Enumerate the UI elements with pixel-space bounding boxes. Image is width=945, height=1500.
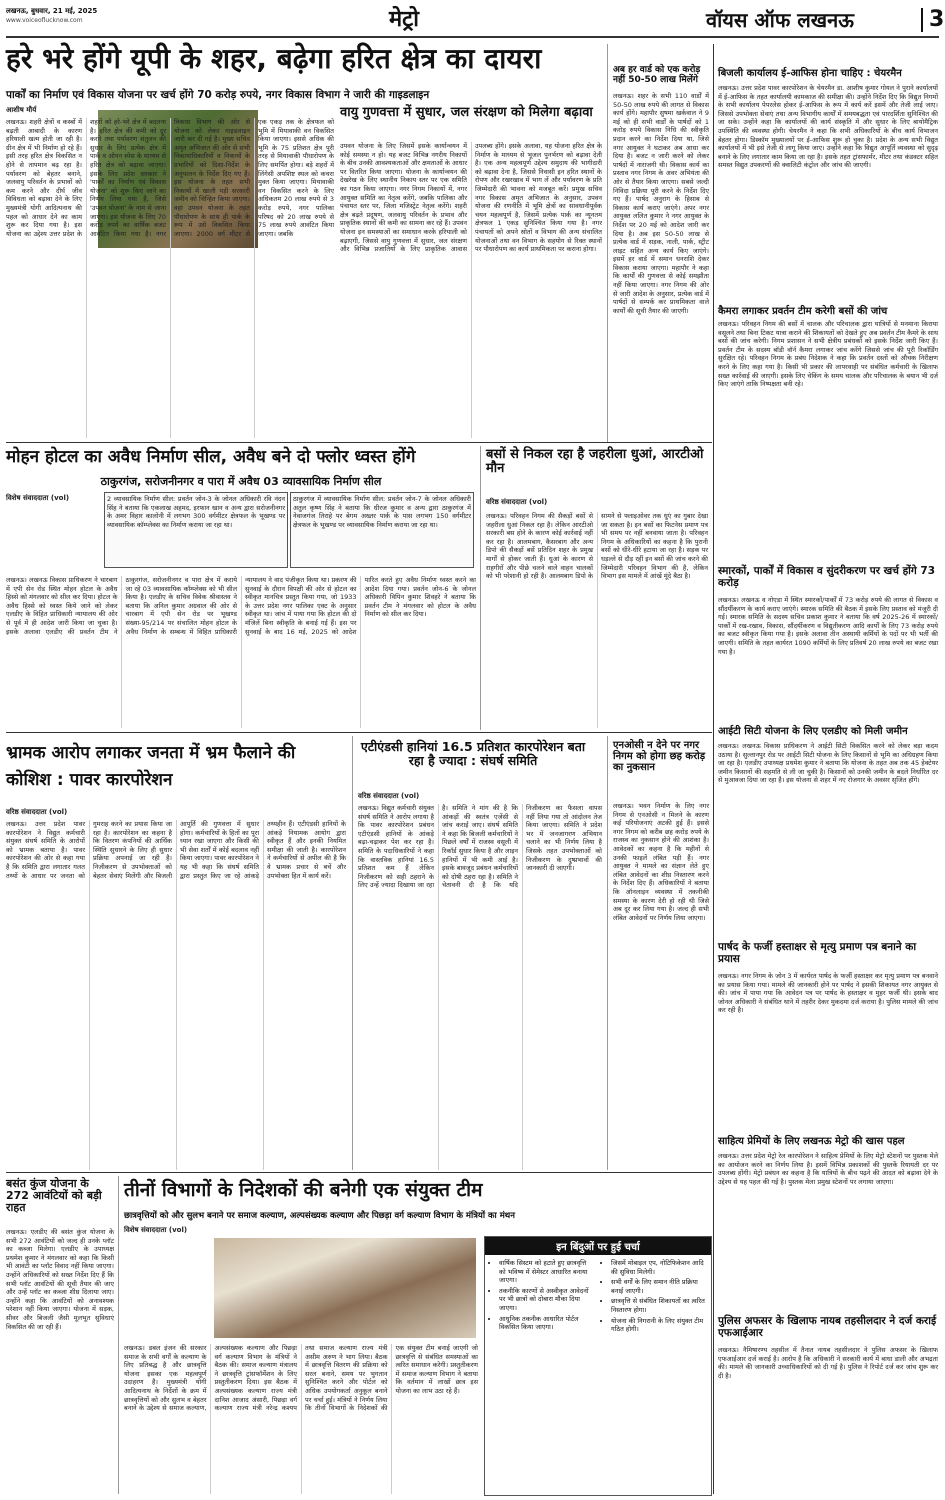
masthead-rule	[6, 36, 939, 38]
list-item: • जिसमें मोबाइल एप, नोटिफिकेशन आदि की सुविधा मिलेगी।	[611, 1259, 707, 1276]
list-item: • वार्षिक सिस्टम को हटाते हुए छात्रवृत्ति को भविष्य में सेमेस्टर आधारित बनाया जाएगा।	[499, 1259, 595, 1285]
mohan-box-2: ठाकुरगंज में व्यावसायिक निर्माण सील: प्रवर्तन जोन-7 के जोनल अधिकारी अतुल कृष्ण सिंह ने बताया कि धीरज कुमार व अन्य द्वारा ठाकुरगंज में नेवाजगंज तिराहे पर बेगम अख्तर पार्क के पास लगभग 150 वर्गमीटर क्षेत्रफल के भूखण्ड पर व्यावसायिक निर्माण कराया जा रहा था।	[290, 492, 474, 568]
teen-byline: विशेष संवाददाता (vol)	[124, 1226, 188, 1234]
ward-headline: अब हर वार्ड को एक करोड़ नहीं 50-50 लाख मिलेंगे	[613, 65, 701, 85]
lead-headline: हरे भरे होंगे यूपी के शहर, बढ़ेगा हरित क्षेत्र का दायरा	[6, 42, 542, 75]
ward-body: लखनऊ। शहर के सभी 110 वार्डों में 50-50 लाख रुपये की लागत से विकास कार्य होंगे। महापौर सुषमा खर्कवाल ने 9 मई को ही सभी वार्डों के पार्षदों को 1 करोड़ रुपये विकास निधि की स्वीकृति प्रदान करने का निर्देश दिया था, जिसे नगर आयुक्त ने घटाकर अब आधा कर दिया है। बजट न जारी करने को लेकर पार्षदों में नाराजगी थी। विकास कार्य का प्रस्ताव नगर निगम के अवर अभियंता की ओर से तैयार किया जाएगा। सबसे जल्दी निविदा प्रक्रिया पूरी करने के निर्देश दिए गए हैं। पार्षद अनुराग के हिसाब से विकास कार्य कराए जाएंगे। अपर नगर आयुक्त ललित कुमार ने नगर आयुक्त के निर्देश पर 20 मई को आदेश जारी कर दिया है। अब इस 50-50 लाख से प्रत्येक वार्ड में सड़क, नाली, पार्क, स्ट्रीट लाइट सहित अन्य कार्य किए जाएंगे। इसमें हर वार्ड में समान धनराशि देकर विकास कराया जाएगा। महापौर ने कहा कि कार्यों की गुणवत्ता से कोई समझौता नहीं किया जाएगा। नगर निगम की ओर से जारी आदेश के अनुसार, प्रत्येक वार्ड में पार्षदों से सम्पर्क कर प्राथमिकता वाले कार्यों की सूची तैयार की जाएगी।	[613, 92, 709, 315]
section-title: मेट्रो	[389, 7, 419, 32]
right4-headline: आईटी सिटी योजना के लिए एलडीए को मिली जमीन	[718, 726, 908, 737]
list-item: • तकनीकि कारणों से अस्वीकृत आवेदनों पर भी छात्रों को दोबारा मौका दिया जाएगा।	[499, 1287, 595, 1313]
atc-body: लखनऊ। विद्युत कर्मचारी संयुक्त संघर्ष समिति ने आरोप लगाया है कि पावर कारपोरेशन प्रबंधन एटीएंडसी हानियों के आंकड़े बढ़ा-चढ़ाकर पेश कर रहा है। समिति के पदाधिकारियों ने कहा कि वास्तविक हानियां 16.5 प्रतिशत कम हैं लेकिन निजीकरण को सही ठहराने के लिए उन्हें ज्यादा दिखाया जा रहा है। समिति ने मांग की है कि आंकड़ों की स्वतंत्र एजेंसी से जांच कराई जाए। संघर्ष समिति ने कहा कि बिजली कर्मचारियों ने पिछले वर्षों में राजस्व वसूली में रिकॉर्ड सुधार किया है और लाइन हानियों में भी कमी आई है। इसके बावजूद प्रबंधन कर्मचारियों को दोषी ठहरा रहा है। समिति ने चेतावनी दी है कि यदि निजीकरण का फैसला वापस नहीं लिया गया तो आंदोलन तेज किया जाएगा। समिति ने प्रदेश भर में जनजागरण अभियान चलाने का भी निर्णय लिया है जिसके तहत उपभोक्ताओं को निजीकरण के दुष्प्रभावों की जानकारी दी जाएगी।	[358, 804, 602, 890]
atc-byline: वरिष्ठ संवाददाता (vol)	[358, 792, 420, 800]
bus-byline: वरिष्ठ संवाददाता (vol)	[486, 498, 548, 506]
atc-headline: एटीएंडसी हानियां 16.5 प्रतिशत कारपोरेशन बता रहा है ज्यादा : संघर्ष समिति	[360, 739, 586, 768]
right3-body: लखनऊ। लखनऊ व नोएडा में स्थित स्मारकों/पार्कों में 73 करोड़ रुपये की लागत से विकास व सौंदर्यीकरण के कार्य कराए जाएंगे। स्मारक समिति की बैठक में इसके लिए प्रस्ताव को मंजूरी दी गई। स्मारक समिति के सदस्य सचिव प्रकाश कुमार ने बताया कि वर्ष 2025-26 में स्मारकों/पार्कों में रख-रखाव, विकास, सौंदर्यीकरण व विद्युतीकरण आदि कार्यों के लिए 73 करोड़ रुपये का बजट स्वीकृत किया गया है। इसके अलावा तीन अस्थायी कर्मियों के पदों पर भी भर्ती की जाएगी। समिति के तहत कार्यरत 1090 कर्मियों के लिए प्रतिवर्ष 20 लाख रुपये का बजट रखा गया है।	[718, 596, 938, 656]
noc-body: लखनऊ। भवन निर्माण के लिए नगर निगम से एनओसी न मिलने के कारण कई परियोजनाएं अटकी हुई हैं। इससे नगर निगम को करीब छह करोड़ रुपये के राजस्व का नुकसान होने की आशंका है। आवेदकों का कहना है कि महीनों से उनकी फाइलें लंबित पड़ी हैं। नगर आयुक्त ने मामले का संज्ञान लेते हुए लंबित आवेदनों का शीघ्र निस्तारण करने के निर्देश दिए हैं। अधिकारियों ने बताया कि ऑनलाइन व्यवस्था में तकनीकी समस्या के कारण देरी हो रही थी जिसे अब दूर कर लिया गया है। जल्द ही सभी लंबित आवेदनों पर निर्णय लिया जाएगा।	[613, 802, 709, 922]
section-rule	[6, 1172, 712, 1173]
divider	[352, 736, 353, 1170]
right6-body: लखनऊ। उत्तर प्रदेश मेट्रो रेल कारपोरेशन ने साहित्य प्रेमियों के लिए मेट्रो स्टेशनों पर पुस्तक मेले का आयोजन करने का निर्णय लिया है। इसमें विभिन्न प्रकाशकों की पुस्तकें रियायती दर पर उपलब्ध होंगी। मेट्रो प्रबंधन का कहना है कि यात्रियों के बीच पढ़ने की आदत को बढ़ावा देने के उद्देश्य से यह पहल की गई है। पुस्तक मेला प्रमुख स्टेशनों पर लगाया जाएगा।	[718, 1152, 938, 1186]
mohan-body: लखनऊ। लखनऊ विकास प्राधिकरण ने चारबाग में एपी सेन रोड स्थित मोहन होटल के अवैध हिस्से को मंगलवार को सील कर दिया। होटल के अवैध हिस्से को ध्वस्त किये जाने को लेकर एलडीए के विहित प्राधिकारी न्यायालय की ओर से पूर्व में ही आदेश जारी किया जा चुका है। इसके अलावा एलडीए की प्रवर्तन टीम ने ठाकुरगंज, सरोजनीनगर व पारा क्षेत्र में कराये जा रहे 03 व्यावसायिक कॉम्प्लेक्स को भी सील किया है। एलडीए के सचिव विवेक श्रीवास्तव ने बताया कि अनिल कुमार अग्रवाल की ओर से चारबाग में एपी सेन रोड पर भूखण्ड संख्या-95/214 पर संचालित मोहन होटल के अवैध निर्माण के सम्बन्ध में विहित प्राधिकारी न्यायालय ने वाद पंजीकृत किया था। प्रकरण की सुनवाई के दौरान विपक्षी की ओर से होटल का स्वीकृत मानचित्र प्रस्तुत किया गया, जो 1933 के उत्तर प्रदेश नगर पालिका एक्ट के अनुसार स्वीकृत था। जांच में पाया गया कि होटल की दो मंजिलें बिना स्वीकृति के बनाई गई हैं। इस पर सुनवाई के बाद 16 मई, 2025 को आदेश पारित करते हुए अवैध निर्माण ध्वस्त करने का आदेश दिया गया। प्रवर्तन जोन-6 के जोनल अधिकारी विपिन कुमार शिवहरे ने बताया कि प्रवर्तन टीम ने मंगलवार को होटल के अवैध निर्माण को सील कर दिया।	[6, 576, 476, 636]
basant-body: लखनऊ। एलडीए की बसंत कुंज योजना के सभी 272 आवंटियों को जल्द ही उनके प्लॉट का कब्जा मिलेगा। एलडीए के उपाध्यक्ष प्रथमेश कुमार ने मंगलवार को कहा कि किसी भी आवंटी का प्लॉट विवाद नहीं किया जाएगा। उन्होंने अधिकारियों को सख्त निर्देश दिए हैं कि सभी प्लॉट आवंटियों की सूची तैयार की जाए और उन्हें प्लॉट का कब्जा शीघ्र दिलाया जाए। उन्होंने कहा कि आवंटियों को अनावश्यक परेशान नहीं किया जाएगा। योजना में सड़क, सीवर और बिजली जैसी मूलभूत सुविधाएं विकसित की जा रही हैं।	[6, 1228, 114, 1331]
power-body: लखनऊ। उत्तर प्रदेश पावर कारपोरेशन ने विद्युत कर्मचारी संयुक्त संघर्ष समिति के आरोपों को भ्रामक बताया है। पावर कारपोरेशन की ओर से कहा गया है कि समिति द्वारा लगातार गलत तथ्यों के आधार पर जनता को गुमराह करने का प्रयास किया जा रहा है। कारपोरेशन का कहना है कि वितरण कंपनियों की आर्थिक स्थिति सुधारने के लिए ही सुधार प्रक्रिया अपनाई जा रही है। निजीकरण से उपभोक्ताओं को बेहतर सेवाएं मिलेंगी और बिजली आपूर्ति की गुणवत्ता में सुधार होगा। कर्मचारियों के हितों का पूरा ध्यान रखा जाएगा और किसी की भी सेवा शर्तों में कोई बदलाव नहीं किया जाएगा। पावर कारपोरेशन ने यह भी कहा कि संघर्ष समिति द्वारा प्रस्तुत किए जा रहे आंकड़े तथ्यहीन हैं। एटीएंडसी हानियों के आंकड़े नियामक आयोग द्वारा स्वीकृत हैं और इनकी नियमित समीक्षा की जाती है। कारपोरेशन ने कर्मचारियों से अपील की है कि वे भ्रामक प्रचार से बचें और उपभोक्ता हित में कार्य करें।	[6, 820, 346, 880]
points-title: इन बिंदुओं पर हुई चर्चा	[485, 1237, 711, 1255]
list-item: • सभी वर्गों के लिए समान नीति प्रक्रिया बनाई जाएगी।	[611, 1278, 707, 1295]
masthead-url: www.voiceoflucknow.com	[6, 17, 83, 24]
bus-body: लखनऊ। परिवहन निगम की सैकड़ों बसों से जहरीला धुआं निकल रहा है। लेकिन आरटीओ सरकारी बस होने के कारण कोई कार्रवाई नहीं कर रहा है। आलमबाग, कैसरबाग और अन्य डिपो की सैकड़ों बसें प्रतिदिन शहर के प्रमुख मार्गों से होकर जाती हैं। धुआं के कारण से राहगीरों और पीछे चलने वाले वाहन चालकों को भी परेशानी हो रही है। आलमबाग डिपो के सामने से फ्लाइओवर तक धुएं का गुबार देखा जा सकता है। इन बसों का फिटनेस प्रमाण पत्र भी समय पर नहीं बनवाया जाता है। परिवहन निगम के अधिकारियों का कहना है कि पुरानी बसों को धीरे-धीरे हटाया जा रहा है। सड़क पर धड़ल्ले से दौड़ रहीं इन बसों की जांच करने की जिम्मेदारी परिवहन विभाग की है, लेकिन विभाग इस मामले में आंखें मूंदे बैठा है।	[486, 512, 708, 581]
mohan-box-1: 2 व्यावसायिक निर्माण सील: प्रवर्तन जोन-3 के जोनल अधिकारी रवि नंदन सिंह ने बताया कि एकलाख अहमद, इरफान खान व अन्य द्वारा सरोजनीनगर के अमर विहार कालोनी में लगभग 300 वर्गमीटर क्षेत्रफल के भूखण्ड पर व्यावसायिक कॉम्प्लेक्स का निर्माण कराया जा रहा था।	[104, 492, 288, 568]
section-rule	[6, 442, 712, 443]
list-item: • छात्रवृत्ति से संबंधित शिकायतों का त्वरित निस्तारण होगा।	[611, 1297, 707, 1314]
right7-headline: पुलिस अफसर के खिलाफ नायब तहसीलदार ने दर्ज कराई एफआईआर	[718, 1315, 937, 1339]
masthead-date: लखनऊ, बुधवार, 21 मई, 2025	[6, 7, 98, 15]
divider	[607, 44, 608, 442]
lead-body: लखनऊ। शहरी क्षेत्रों व कस्बों में बढ़ती आबादी के कारण हरियाली खत्म होती जा रही है। ग्रीन क्षेत्र में भी निर्माण हो रहे हैं। इसी तरह हरित क्षेत्र विकसित न होने से तापमान बढ़ रहा है। पर्यावरण को बेहतर बनाने, जलवायु परिवर्तन के प्रभावों को कम करने और दीर्घ जीव विविधता को बढ़ावा देने के लिए मुख्यमंत्री योगी आदित्यनाथ की पहल को आधार देने का काम शुरू कर दिया गया है। इस योजना का उद्देश्य उत्तर प्रदेश के शहरों को हरे-भरे क्षेत्र में बदलना है। हरित क्षेत्र की कमी को दूर करने तथा पर्यावरण संतुलन की सुधार के लिए प्रत्येक क्षेत्र में पार्क व ओपन स्पेस के माध्यम से हरित क्षेत्र को बढ़ावा जाएगा। इसके लिए प्रदेश सरकार ने 'पार्कों का निर्माण एवं विकास योजना' को शुरू किए जाने का निर्णय लिया गया है, जिसे 'उपवन योजना' के नाम से जाना जाएगा। इस योजना के लिए 70 करोड़ रुपये का वार्षिक बजट आवंटित किया गया है। नगर विकास विभाग की ओर से योजना को लेकर गाइडलाइन जारी कर दी गई है। मुख्य सचिव अमृत अभिजात की ओर से सभी निकायाधिकारियों व निकायों के प्रभारियों को दिशा-निर्देश के अनुपालन के निर्देश दिए गए हैं। इस योजना के तहत सभी निकायों में खाली पड़ी सरकारी जमीन को चिन्हित किया जाएगा। वहां उपवन योजना के तहत पौधारोपण के साथ ही पार्क के रूप में उसे विकसित किया जाएगा। 2000 वर्ग मीटर से एक एकड़ तक के क्षेत्रफल को भूमि में मियावाकी वन विकसित किया जाएगा। इससे अधिक की भूमि के 75 प्रतिशत क्षेत्र पूरी तरह से मियावाकी पौधारोपण के लिए समर्पित होगा। बड़े शहरों में लिंगेसी अपशिष्ट स्थल को कचरा मुक्त किया जाएगा। मियावाकी वन विकसित करने के लिए अधिकतम 20 लाख रुपये से 3 करोड़ रुपये, नगर पालिका परिषद को 20 लाख रुपये से 75 लाख रुपये आवंटित किया जाएगा। जबकि	[6, 118, 334, 238]
right5-body: लखनऊ। नगर निगम के जोन 3 में कार्यरत पार्षद के फर्जी हस्ताक्षर कर मृत्यु प्रमाण पत्र बनवाने का प्रयास किया गया। मामले की जानकारी होने पर पार्षद ने इसकी शिकायत नगर आयुक्त से की। जांच में पाया गया कि आवेदन पत्र पर पार्षद के हस्ताक्षर व मुहर फर्जी थी। इसके बाद जोनल अधिकारी ने संबंधित थाने में तहरीर देकर मुकदमा दर्ज कराया है। पुलिस मामले की जांच कर रही है।	[718, 972, 938, 1015]
right5-headline: पार्षद के फर्जी हस्ताक्षर से मृत्यु प्रमाण पत्र बनाने का प्रयास	[718, 941, 917, 965]
mohan-subhead: ठाकुरगंज, सरोजनीनगर व पारा में अवैध 03 व्यावसायिक निर्माण सील	[100, 475, 382, 488]
basant-headline: बसंत कुंज योजना के 272 आवंटियों को बड़ी राहत	[6, 1177, 102, 1215]
teen-body: लखनऊ। डबल इंजन की सरकार समाज के सभी वर्गों के कल्याण के लिए प्रतिबद्ध है और छात्रवृत्ति योजना इसका एक महत्वपूर्ण उदाहरण है। मुख्यमंत्री योगी आदित्यनाथ के निर्देशों के क्रम में छात्रवृत्तियों को और सुलभ व बेहतर बनाने के उद्देश्य से समाज कल्याण, अल्पसंख्यक कल्याण और पिछड़ा वर्ग कल्याण विभाग के मंत्रियों ने बैठक की। समाज कल्याण मंत्रालय ने छात्रवृत्ति ट्रांसफॉर्मेशन के लिए प्रस्तुतीकरण दिया। इस बैठक में अल्पसंख्यक कल्याण राज्य मंत्री दानिश आजाद अंसारी, पिछड़ा वर्ग कल्याण राज्य मंत्री नरेन्द्र कश्यप तथा समाज कल्याण राज्य मंत्री असीम अरुण ने भाग लिया। बैठक में छात्रवृत्ति वितरण की प्रक्रिया को सरल बनाने, समय पर भुगतान सुनिश्चित करने और पोर्टल को अधिक उपयोगकर्ता अनुकूल बनाने पर चर्चा हुई। मंत्रियों ने निर्णय लिया कि तीनों विभागों के निदेशकों की एक संयुक्त टीम बनाई जाएगी जो छात्रवृत्ति से संबंधित समस्याओं का त्वरित समाधान करेगी। प्रस्तुतीकरण में समाज कल्याण विभाग ने बताया कि वर्तमान में लाखों छात्र इस योजना का लाभ उठा रहे हैं।	[124, 1344, 478, 1413]
mohan-headline: मोहन होटल का अवैध निर्माण सील, अवैध बने दो फ्लोर ध्वस्त होंगे	[6, 447, 416, 467]
lead-subhead: पार्कों का निर्माण एवं विकास योजना पर खर्च होंगे 70 करोड़ रुपये, नगर विकास विभाग ने जारी की गाइडलाइन	[6, 89, 430, 101]
air-body: उपवन योजना के लिए जिसमें इसके कार्यान्वयन में कोई समस्या न हो। यह बजट विभिन्न नगरीय निकायों के बीच उनकी आवश्यकताओं और क्षमताओं के आधार पर वितरित किया जाएगा। योजना के कार्यान्वयन की देखरेख के लिए स्थानीय निकाय स्तर पर एक समिति का गठन किया जाएगा। नगर निगम निकायों में, नगर आयुक्त समिति का नेतृत्व करेंगे, जबकि पालिका और पंचायत स्तर पर, जिला मजिस्ट्रेट नेतृत्व करेंगे। शहरी क्षेत्र बढ़ते प्रदूषण, जलवायु परिवर्तन के प्रभाव और प्राकृतिक स्थानों की कमी का सामना कर रहे हैं। उपवन योजना इन समस्याओं का समाधान करके हरियाली को बढ़ाएगी, जिससे वायु गुणवत्ता में सुधार, जल संरक्षण और विभिन्न प्रजातियों के लिए प्राकृतिक आवास उपलब्ध होंगे। इसके अलावा, यह योजना हरित क्षेत्र के निर्माण के माध्यम से भूजल पुनर्भरण को बढ़ावा देती है। एक अन्य महत्वपूर्ण उद्देश्य समुदाय की भागीदारी को बढ़ावा देना है, जिससे निवासी इन हरित स्थानों के रोपण और रखरखाव में भाग लें और पर्यावरण के प्रति जिम्मेदारी की भावना को मजबूत करें। प्रमुख सचिव नगर विकास अमृत अभिजात के अनुसार, उपवन योजना की रणनीति में भूमि क्षेत्रों का सावधानीपूर्वक चयन महत्वपूर्ण है, जिसमें प्रत्येक पार्क का न्यूनतम क्षेत्रफल 1 एकड़ सुनिश्चित किया गया है। नगर पंचायतों को अपने स्रोतों व विभाग की अन्य संचालित योजनाओं तथा वन विभाग के सहयोग से रिक्त स्थानों पर पौधारोपण का कार्य प्राथमिकता पर कराना होगा।	[340, 142, 602, 254]
divider	[118, 1176, 119, 1494]
power-byline: वरिष्ठ संवाददाता (vol)	[6, 808, 68, 816]
divider	[713, 44, 714, 1494]
right6-headline: साहित्य प्रेमियों के लिए लखनऊ मेट्रो की खास पहल	[718, 1136, 905, 1147]
right7-body: लखनऊ। नैमिषारण्य तहसील में तैनात नायब तहसीलदार ने पुलिस अफसर के खिलाफ एफआईआर दर्ज कराई है। आरोप है कि अधिकारी ने सरकारी कार्य में बाधा डाली और अभद्रता की। मामले की जानकारी उच्चाधिकारियों को दी गई है। पुलिस ने रिपोर्ट दर्ज कर जांच शुरू कर दी है।	[718, 1346, 938, 1380]
list-item: • योजना की निगरानी के लिए संयुक्त टीम गठित होगी।	[611, 1317, 707, 1334]
right2-headline: कैमरा लगाकर प्रवर्तन टीम करेगी बसों की जांच	[718, 306, 888, 317]
teen-subhead: छात्रवृत्तियों को और सुलभ बनाने पर समाज कल्याण, अल्पसंख्यक कल्याण और पिछड़ा वर्ग कल्याण विभाग के मंत्रियों का मंथन	[124, 1211, 515, 1221]
noc-headline: एनओसी न देने पर नगर निगम को होगा छह करोड़ का नुकसान	[613, 740, 706, 773]
list-item: • आधुनिक तकनीक आधारित पोर्टल विकसित किया जाएगा।	[499, 1315, 595, 1332]
divider	[480, 446, 481, 730]
divider	[607, 736, 608, 1170]
mohan-byline: विशेष संवाददाता (vol)	[6, 494, 70, 502]
page-number: 3	[921, 8, 944, 32]
masthead	[6, 4, 945, 36]
power-headline: भ्रामक आरोप लगाकर जनता में भ्रम फैलाने की कोशिश : पावर कारपोरेशन	[6, 743, 296, 790]
right1-body: लखनऊ। उत्तर प्रदेश पावर कारपोरेशन के चेयरमैन डा. आशीष कुमार गोयल ने पुराने कार्यालयों में ई-आफिस के तहत कार्यालयी कामकाज की समीक्षा की। उन्होंने निर्देश दिए कि विद्युत निगमों के सभी कार्यालय पेपरलेस होकर ई-आफिस के रूप में कार्य करें इसमें और तेजी लाई जाए। जिससे उपभोक्ता सेवाएं तथा अन्य विभागीय कार्यों में समयबद्धता एवं पारदर्शिता सुनिश्चित की जा सके। उन्होंने कहा कि कार्यालयों की कार्य संस्कृति में और सुधार के लिए बायोमैट्रिक उपस्थिति की व्यवस्था होगी। चेयरमैन ने कहा कि सभी अधिकारियों के बीच कार्य विभाजन बेहतर होगा। डिस्कॉम मुख्यालयों पर ई-आफिस शुरू हो चुका है। प्रदेश के अन्य सभी विद्युत कार्यालयों में भी इसे तेजी से लागू किया जाए। उन्होंने कहा कि विद्युत आपूर्ति व्यवस्था को सुदृढ़ बनाने के लिए लगातार काम किया जा रहा है। इसके तहत ट्रांसफार्मर, मीटर तथा कंडक्टर सहित समस्त विद्युत उपकरणों की क्वालिटी कंट्रोल और जांच की जाएगी।	[718, 84, 938, 170]
air-headline: वायु गुणवत्ता में सुधार, जल संरक्षण को मिलेगा बढ़ावा	[340, 105, 593, 120]
teen-headline: तीनों विभागों के निदेशकों की बनेगी एक संयुक्त टीम	[124, 1179, 483, 1201]
points-box	[484, 1236, 712, 1496]
right2-body: लखनऊ। परिवहन निगम की बसों में चालक और परिचालक द्वारा यात्रियों से मनमाना किराया वसूलने तथा बिना टिकट यात्रा कराने की शिकायतों को देखते हुए अब प्रवर्तन टीम कैमरे के साथ बसों की जांच करेगी। निगम प्रशासन ने सभी क्षेत्रीय प्रबंधकों को इसके निर्देश जारी किए हैं। प्रवर्तन टीम के सदस्य बॉडी वॉर्न कैमरा लगाकर जांच करेंगे जिससे जांच की पूरी रिकॉर्डिंग सुरक्षित रहे। परिवहन निगम के प्रबंध निदेशक ने कहा कि प्रवर्तन दस्तों को औचक निरीक्षण करने के लिए कहा गया है। किसी भी प्रकार की लापरवाही पर संबंधित कर्मचारी के खिलाफ सख्त कार्रवाई की जाएगी। इसके लिए चेकिंग के समय चालक और परिचालक के बयान भी दर्ज किए जाएंगे ताकि निष्पक्षता बनी रहे।	[718, 320, 938, 389]
right4-body: लखनऊ। लखनऊ विकास प्राधिकरण ने आईटी सिटी विकसित करने को लेकर बड़ा कदम उठाया है। सुल्तानपुर रोड पर आईटी सिटी योजना के लिए किसानों से भूमि का अधिग्रहण किया जा रहा है। एलडीए उपाध्यक्ष प्रथमेश कुमार ने बताया कि योजना के तहत अब तक 45 हेक्टेयर जमीन किसानों की सहमति से ली जा चुकी है। किसानों को उनकी जमीन के बदले निर्धारित दर से मुआवजा दिया जा रहा है। इस योजना से शहर में नए रोजगार के अवसर सृजित होंगे।	[718, 742, 938, 785]
right3-headline: स्मारकों, पार्कों में विकास व सुंदरीकरण पर खर्च होंगे 73 करोड़	[718, 565, 936, 589]
points-list	[489, 1259, 707, 1335]
teen-body-left	[124, 1238, 208, 1338]
section-rule	[6, 732, 712, 733]
paper-name: वॉयस ऑफ लखनऊ	[706, 8, 854, 32]
lead-byline: आशीष मौर्य	[6, 106, 37, 114]
right1-headline: बिजली कार्यालय ई-आफिस होना चाहिए : चेयरमैन	[718, 68, 902, 79]
bus-headline: बसों से निकल रहा है जहरीला धुआं, आरटीओ मौन	[486, 447, 704, 477]
meeting-photo	[214, 1238, 476, 1338]
